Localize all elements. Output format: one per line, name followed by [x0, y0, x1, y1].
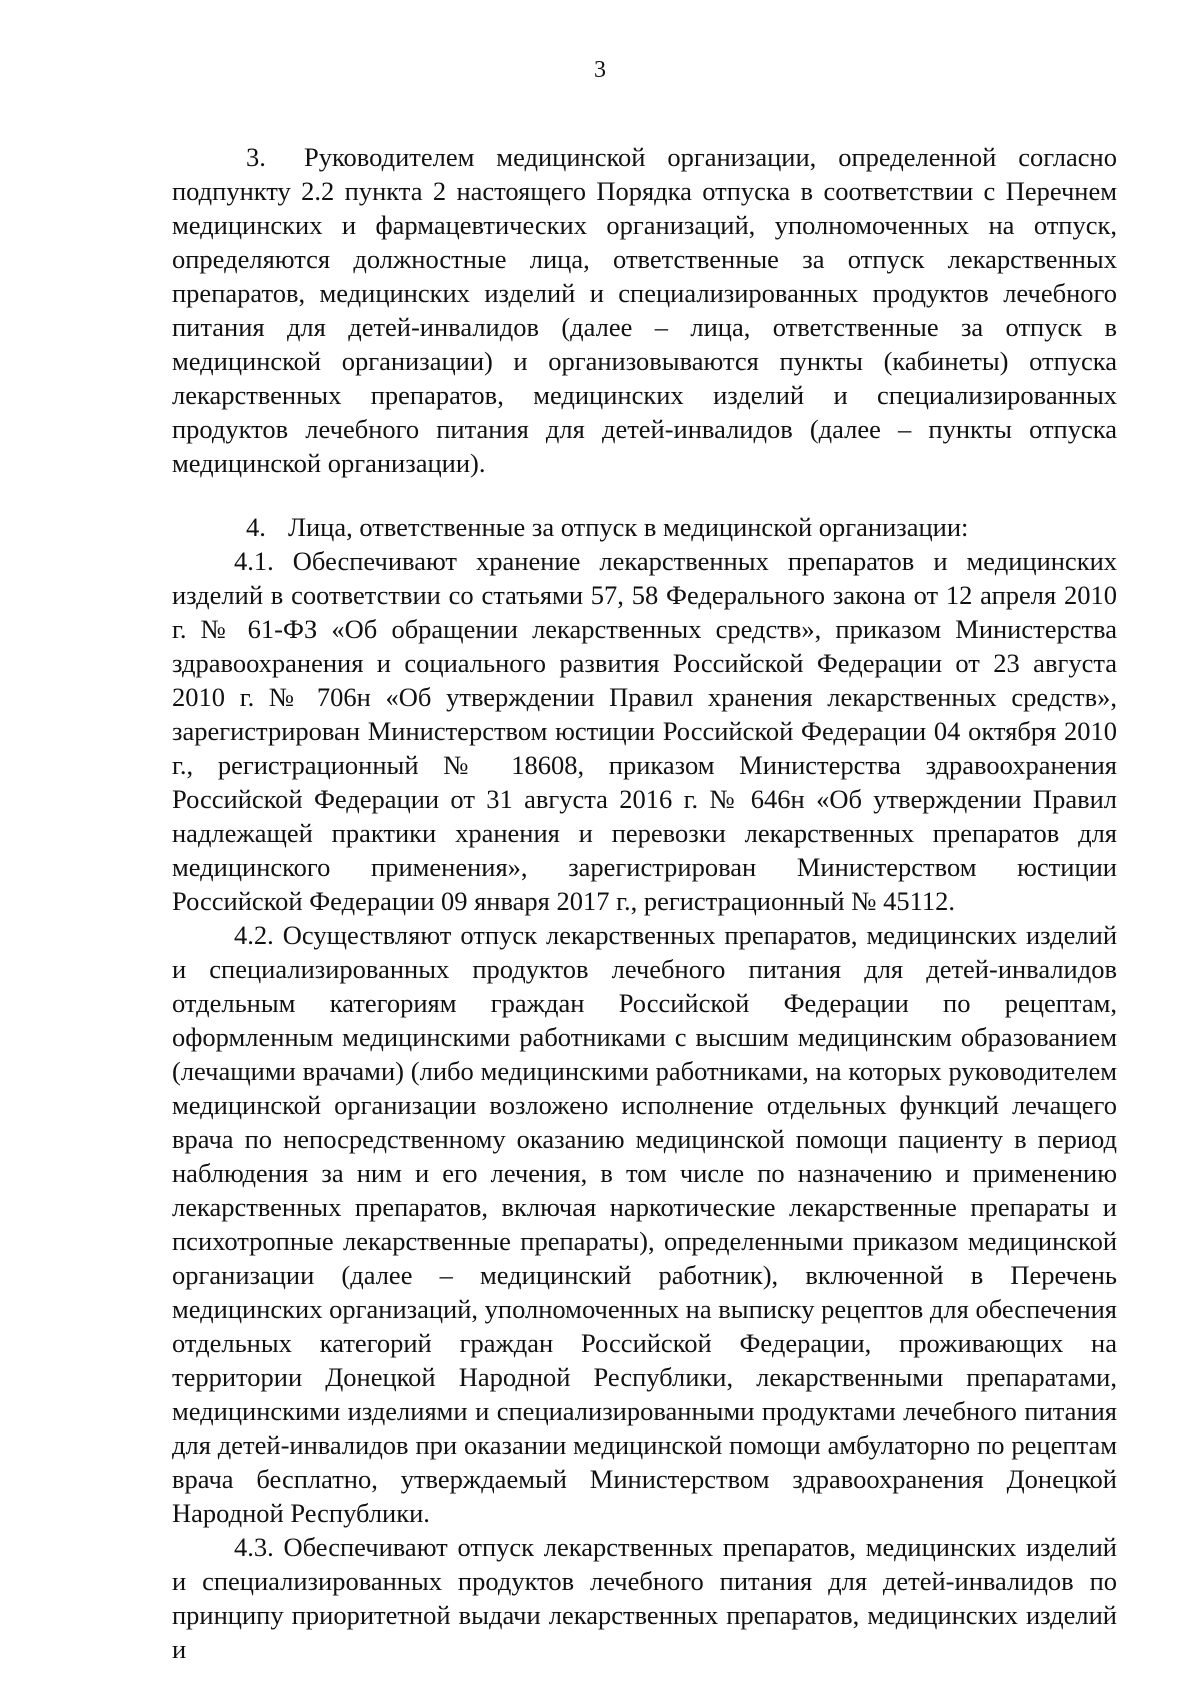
paragraph-4-3 — [172, 1530, 1117, 1666]
paragraph-text: Руководителем медицинской организации, определенной согласно подпункту 2.2 пункта 2 настоящего Порядка отпуска в соответствии с Перечнем медицинских и фармацевтических организаций, уполномоченных на отпуск, определяются должностные лица, ответственные за отпуск лекарственных препаратов, медицинских изделий и специализированных продуктов лечебного питания для детей-инвалидов (далее – лица, ответственные за отпуск в медицинской организации) и организовываются пункты (кабинеты) отпуска лекарственных препаратов, медицинских изделий и специализированных продуктов лечебного питания для детей-инвалидов (далее – пункты отпуска медицинской организации). — [172, 142, 1117, 478]
paragraph-number: 4.1. — [234, 546, 274, 576]
paragraph-number: 4.3. — [234, 1532, 274, 1562]
paragraph-4 — [172, 510, 1117, 544]
paragraph-4-2 — [172, 918, 1117, 1530]
paragraph-4-1 — [172, 544, 1117, 918]
paragraph-number: 4.2. — [234, 920, 274, 950]
paragraph-number: 3. — [246, 142, 266, 172]
paragraph-text: Обеспечивают отпуск лекарственных препаратов, медицинских изделий и специализированных продуктов лечебного питания для детей-инвалидов по принципу приоритетной выдачи лекарственных препаратов, медицинских изделий и — [172, 1532, 1117, 1664]
paragraph-text: Лица, ответственные за отпуск в медицинской организации: — [288, 512, 969, 542]
paragraph-text: Осуществляют отпуск лекарственных препаратов, медицинских изделий и специализированных продуктов лечебного питания для детей-инвалидов отдельным категориям граждан Российской Федерации по рецептам, оформленным медицинскими работниками с высшим медицинским образованием (лечащими врачами) (либо медицинскими работниками, на которых руководителем медицинской организации возложено исполнение отдельных функций лечащего врача по непосредственному оказанию медицинской помощи пациенту в период наблюдения за ним и его лечения, в том числе по назначению и применению лекарственных препаратов, включая наркотические лекарственные препараты и психотропные лекарственные препараты), определенными приказом медицинской организации (далее – медицинский работник), включенной в Перечень медицинских организаций, уполномоченных на выписку рецептов для обеспечения отдельных категорий граждан Российской Федерации, проживающих на территории Донецкой Народной Республики, лекарственными препаратами, медицинскими изделиями и специализированными продуктами лечебного питания для детей-инвалидов при оказании медицинской помощи амбулаторно по рецептам врача бесплатно, утверждаемый Министерством здравоохранения Донецкой Народной Республики. — [172, 920, 1118, 1528]
paragraph-3 — [172, 140, 1117, 480]
paragraph-number: 4. — [246, 512, 266, 542]
paragraph-text: Обеспечивают хранение лекарственных препаратов и медицинских изделий в соответствии со статьями 57, 58 Федерального закона от 12 апреля 2010 г. № 61-ФЗ «Об обращении лекарственных средств», приказом Министерства здравоохранения и социального развития Российской Федерации от 23 августа 2010 г. № 706н «Об утверждении Правил хранения лекарственных средств», зарегистрирован Министерством юстиции Российской Федерации 04 октября 2010 г., регистрационный № 18608, приказом Министерства здравоохранения Российской Федерации от 31 августа 2016 г. № 646н «Об утверждении Правил надлежащей практики хранения и перевозки лекарственных препаратов для медицинского применения», зарегистрирован Министерством юстиции Российской Федерации 09 января 2017 г., регистрационный № 45112. — [172, 546, 1118, 916]
page-number: 3 — [594, 57, 606, 83]
document-body — [172, 140, 1117, 1666]
